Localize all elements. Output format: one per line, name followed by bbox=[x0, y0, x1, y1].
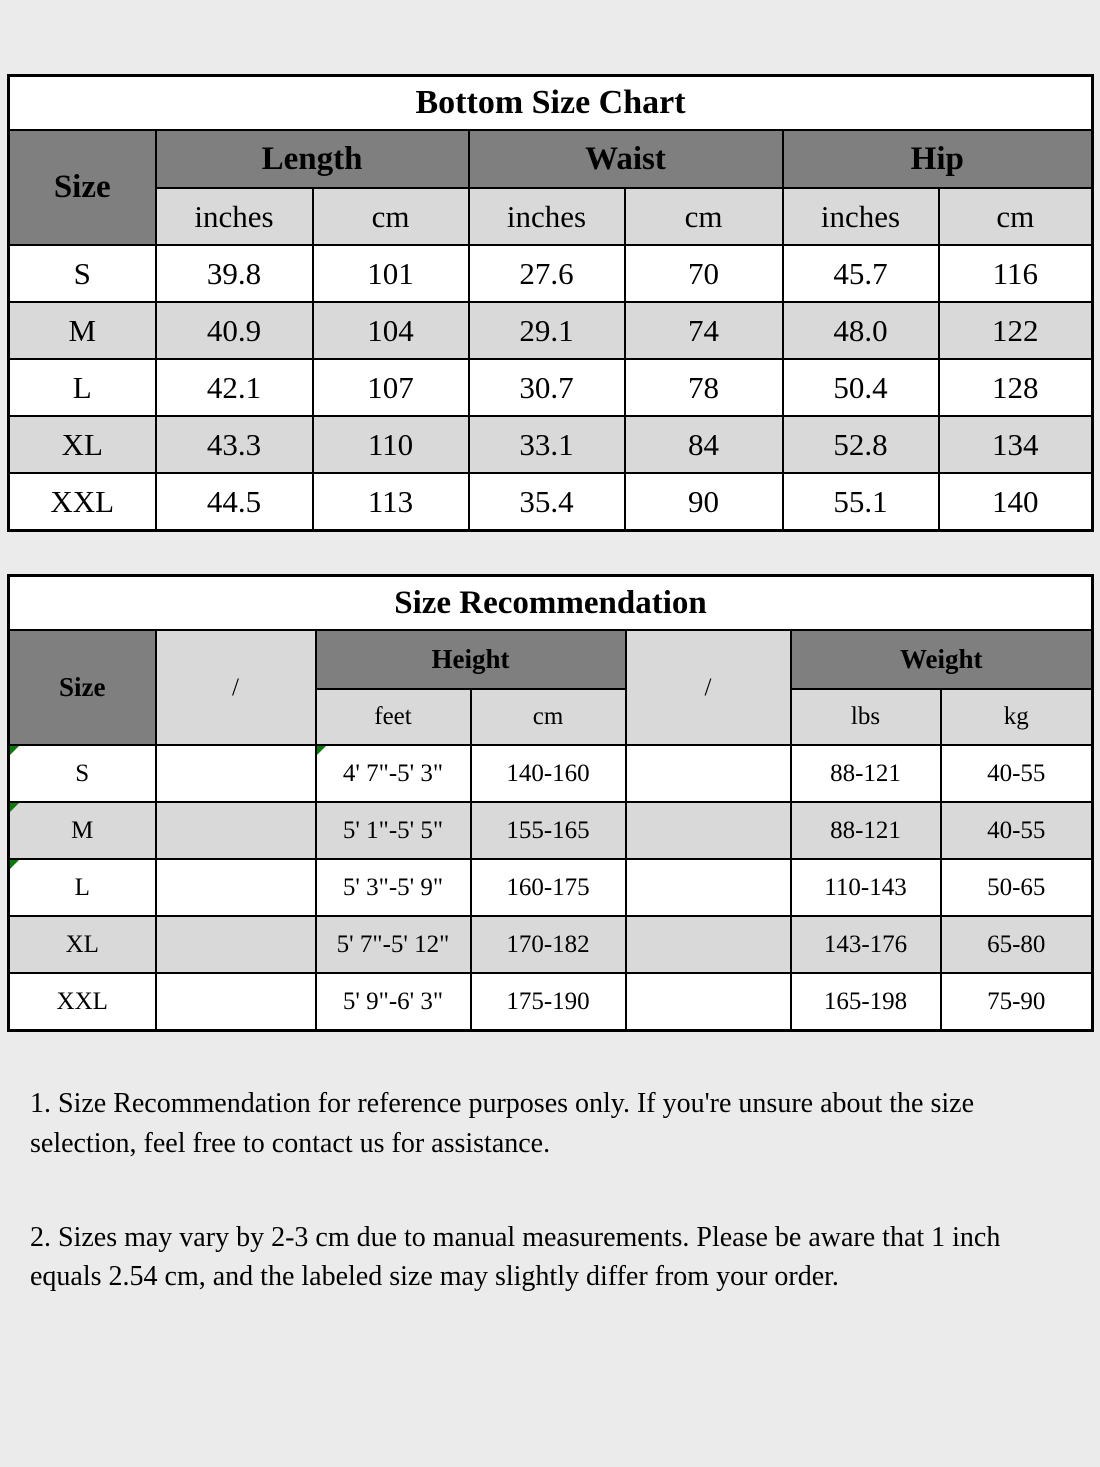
table-cell: 55.1 bbox=[783, 473, 939, 531]
table-title-row bbox=[9, 76, 1093, 131]
size-column-header: Size bbox=[9, 130, 156, 245]
table-cell: 101 bbox=[313, 245, 469, 302]
table-cell: 165-198 bbox=[791, 973, 941, 1031]
table-cell: 50.4 bbox=[783, 359, 939, 416]
weight-lbs-header: lbs bbox=[791, 689, 941, 745]
table-row bbox=[9, 745, 1093, 802]
table-cell: 134 bbox=[939, 416, 1093, 473]
table-cell: 50-65 bbox=[941, 859, 1093, 916]
table-cell: 35.4 bbox=[469, 473, 625, 531]
size-cell: S bbox=[9, 245, 156, 302]
waist-group-header: Waist bbox=[469, 130, 783, 188]
empty-cell bbox=[626, 916, 791, 973]
note-2: 2. Sizes may vary by 2-3 cm due to manual measurements. Please be aware that 1 inch equals 2.54 cm, and the labeled size may slightly differ from your order. bbox=[30, 1221, 1001, 1293]
length-cm-header: cm bbox=[313, 188, 469, 245]
table-cell: 40-55 bbox=[941, 802, 1093, 859]
table-cell: 74 bbox=[625, 302, 783, 359]
table-cell: 30.7 bbox=[469, 359, 625, 416]
size-cell: M bbox=[9, 302, 156, 359]
table-cell: 44.5 bbox=[156, 473, 313, 531]
footnotes bbox=[30, 1084, 1078, 1351]
length-group-header: Length bbox=[156, 130, 469, 188]
group-header-row bbox=[9, 130, 1093, 188]
group-header-row bbox=[9, 630, 1093, 689]
table-cell: 5' 3"-5' 9" bbox=[316, 859, 471, 916]
excel-green-corner-icon bbox=[10, 860, 19, 869]
note-1: 1. Size Recommendation for reference purposes only. If you're unsure about the size selection, feel free to contact us for assistance. bbox=[30, 1088, 975, 1159]
table-row bbox=[9, 245, 1093, 302]
table-cell: 39.8 bbox=[156, 245, 313, 302]
length-inches-header: inches bbox=[156, 188, 313, 245]
table-cell: 122 bbox=[939, 302, 1093, 359]
excel-green-corner-icon bbox=[10, 746, 19, 755]
table-row bbox=[9, 973, 1093, 1031]
size-cell: XL bbox=[9, 416, 156, 473]
table-cell: 29.1 bbox=[469, 302, 625, 359]
table-cell: 5' 7"-5' 12" bbox=[316, 916, 471, 973]
table-cell: 88-121 bbox=[791, 802, 941, 859]
size-cell: XL bbox=[9, 916, 156, 973]
table-row bbox=[9, 859, 1093, 916]
slash-right-header: / bbox=[626, 630, 791, 745]
table-cell: 4' 7"-5' 3" bbox=[316, 745, 471, 802]
table-cell: 128 bbox=[939, 359, 1093, 416]
empty-cell bbox=[626, 802, 791, 859]
height-cm-header: cm bbox=[471, 689, 626, 745]
empty-cell bbox=[626, 745, 791, 802]
table-row bbox=[9, 916, 1093, 973]
table-row bbox=[9, 802, 1093, 859]
table-cell: 48.0 bbox=[783, 302, 939, 359]
table-cell: 78 bbox=[625, 359, 783, 416]
table-cell: 175-190 bbox=[471, 973, 626, 1031]
size-cell: L bbox=[9, 859, 156, 916]
table-row bbox=[9, 473, 1093, 531]
table-cell: 45.7 bbox=[783, 245, 939, 302]
height-group-header: Height bbox=[316, 630, 626, 689]
waist-inches-header: inches bbox=[469, 188, 625, 245]
table-cell: 116 bbox=[939, 245, 1093, 302]
empty-cell bbox=[156, 916, 316, 973]
weight-kg-header: kg bbox=[941, 689, 1093, 745]
table-cell: 140-160 bbox=[471, 745, 626, 802]
table-cell: 42.1 bbox=[156, 359, 313, 416]
table-row bbox=[9, 302, 1093, 359]
size-cell: S bbox=[9, 745, 156, 802]
table-cell: 52.8 bbox=[783, 416, 939, 473]
size-cell: XXL bbox=[9, 973, 156, 1031]
size-cell: M bbox=[9, 802, 156, 859]
bottom-size-chart-title: Bottom Size Chart bbox=[9, 76, 1093, 131]
table-cell: 33.1 bbox=[469, 416, 625, 473]
hip-cm-header: cm bbox=[939, 188, 1093, 245]
hip-group-header: Hip bbox=[783, 130, 1093, 188]
empty-cell bbox=[156, 745, 316, 802]
table-cell: 27.6 bbox=[469, 245, 625, 302]
size-recommendation-table bbox=[7, 574, 1094, 1032]
table-cell: 110 bbox=[313, 416, 469, 473]
table-cell: 75-90 bbox=[941, 973, 1093, 1031]
slash-left-header: / bbox=[156, 630, 316, 745]
hip-inches-header: inches bbox=[783, 188, 939, 245]
table-cell: 170-182 bbox=[471, 916, 626, 973]
table-cell: 140 bbox=[939, 473, 1093, 531]
height-feet-header: feet bbox=[316, 689, 471, 745]
empty-cell bbox=[156, 859, 316, 916]
table-row bbox=[9, 416, 1093, 473]
table-cell: 70 bbox=[625, 245, 783, 302]
weight-group-header: Weight bbox=[791, 630, 1093, 689]
table-cell: 104 bbox=[313, 302, 469, 359]
table-cell: 88-121 bbox=[791, 745, 941, 802]
table-cell: 113 bbox=[313, 473, 469, 531]
table-cell: 65-80 bbox=[941, 916, 1093, 973]
table-cell: 84 bbox=[625, 416, 783, 473]
table-cell: 143-176 bbox=[791, 916, 941, 973]
table-cell: 160-175 bbox=[471, 859, 626, 916]
empty-cell bbox=[626, 859, 791, 916]
table-cell: 90 bbox=[625, 473, 783, 531]
table-title-row bbox=[9, 576, 1093, 631]
excel-green-corner-icon bbox=[10, 803, 19, 812]
table-cell: 5' 1"-5' 5" bbox=[316, 802, 471, 859]
table-cell: 155-165 bbox=[471, 802, 626, 859]
table-cell: 107 bbox=[313, 359, 469, 416]
bottom-size-chart-table bbox=[7, 74, 1094, 532]
empty-cell bbox=[156, 973, 316, 1031]
unit-header-row bbox=[9, 188, 1093, 245]
table-cell: 43.3 bbox=[156, 416, 313, 473]
excel-green-corner-icon bbox=[317, 746, 326, 755]
size-cell: XXL bbox=[9, 473, 156, 531]
table-cell: 40-55 bbox=[941, 745, 1093, 802]
table-row bbox=[9, 359, 1093, 416]
table-cell: 5' 9"-6' 3" bbox=[316, 973, 471, 1031]
table-cell: 110-143 bbox=[791, 859, 941, 916]
waist-cm-header: cm bbox=[625, 188, 783, 245]
size-cell: L bbox=[9, 359, 156, 416]
table-cell: 40.9 bbox=[156, 302, 313, 359]
size-recommendation-title: Size Recommendation bbox=[9, 576, 1093, 631]
empty-cell bbox=[156, 802, 316, 859]
size-column-header: Size bbox=[9, 630, 156, 745]
empty-cell bbox=[626, 973, 791, 1031]
